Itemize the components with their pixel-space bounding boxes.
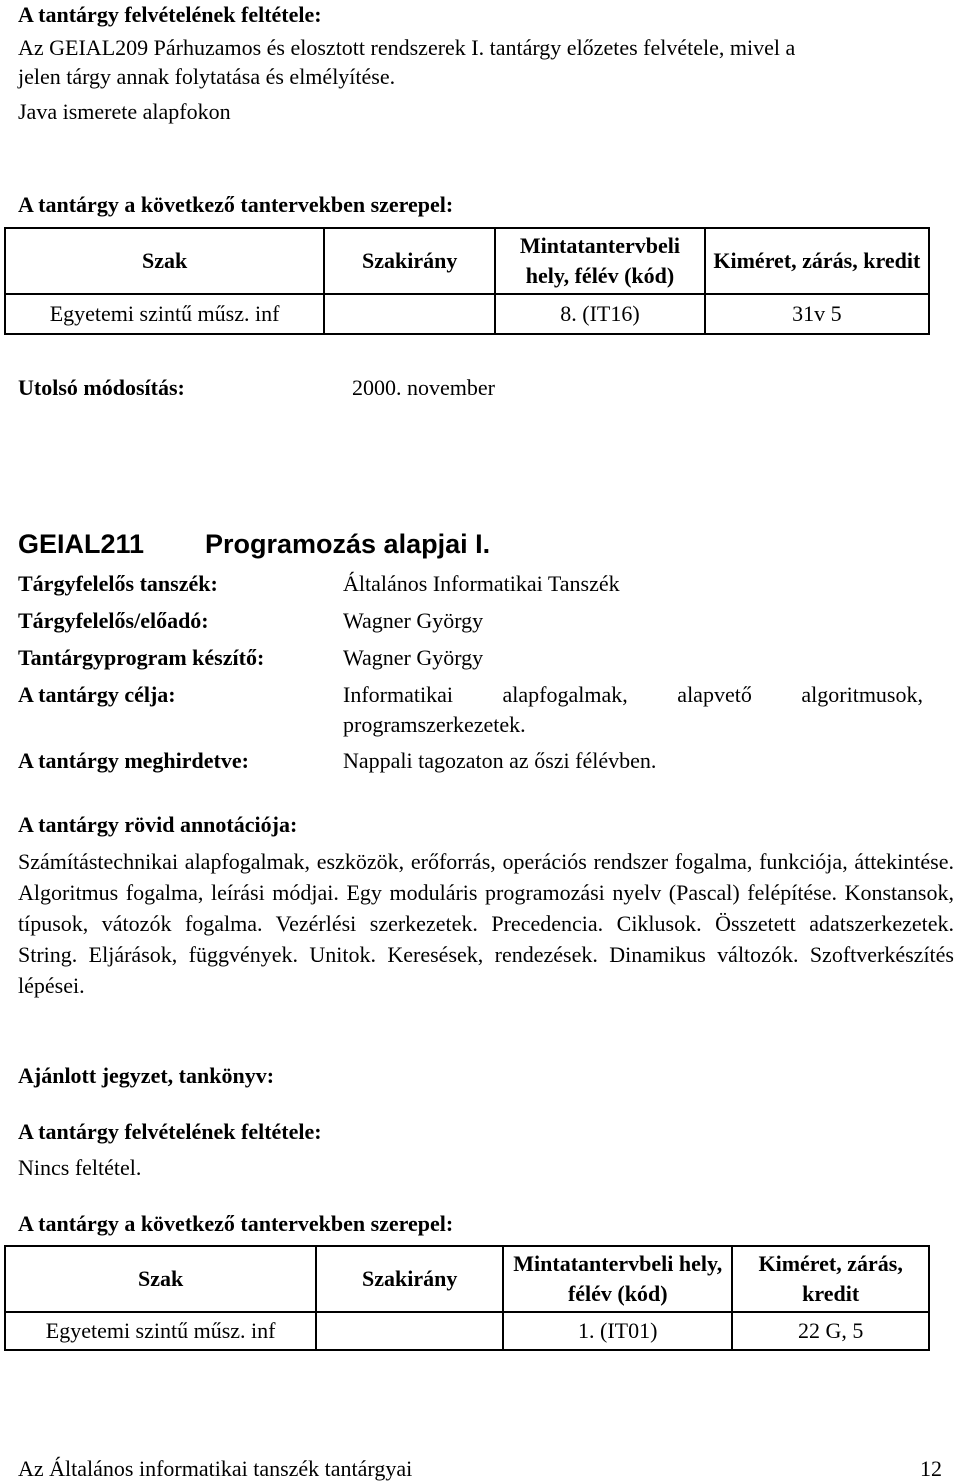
cell-mintatanterv: 8. (IT16) bbox=[495, 294, 704, 334]
curricula-table bbox=[4, 1245, 930, 1351]
annotation-text: Számítástechnikai alapfogalmak, eszközök, erőforrás, operációs rendszer fogalma, funkciója, áttekintése. Algoritmus fogalma, leírási módjai. Egy moduláris programozási nyelv (Pascal) felépítése. Konstansok, típusok, vátozók fogalma. Vezérlési szerkezetek. Precedencia. Ciklusok. Összetett adatszerkezetek. String. Eljárások, függvények. Unitok. Keresések, rendezések. Dinamikus változók. Szoftverkészítés lépései. bbox=[18, 849, 954, 998]
goal-value: Informatikai alapfogalmak, alapvető algoritmusok, programszerkezetek. bbox=[343, 682, 923, 737]
course-code: GEIAL211 bbox=[18, 529, 145, 559]
header-mintatanterv: Mintatantervbeli hely, félév (kód) bbox=[503, 1246, 732, 1312]
prereq-line-3: Java ismerete alapfokon bbox=[18, 99, 231, 124]
lecturer-value: Wagner György bbox=[343, 608, 484, 633]
cell-szak: Egyetemi szintű műsz. inf bbox=[5, 294, 324, 334]
prereq-heading-top: A tantárgy felvételének feltétele: bbox=[18, 2, 322, 27]
goal-label: A tantárgy célja: bbox=[18, 682, 176, 707]
books-heading: Ajánlott jegyzet, tankönyv: bbox=[18, 1063, 275, 1088]
cell-kimeret: 22 G, 5 bbox=[732, 1312, 929, 1350]
cell-szakirany bbox=[324, 294, 495, 334]
header-kimeret: Kiméret, zárás, kredit bbox=[732, 1246, 929, 1312]
announced-label: A tantárgy meghirdetve: bbox=[18, 748, 249, 773]
cell-szak: Egyetemi szintű műsz. inf bbox=[5, 1312, 316, 1350]
header-kimeret: Kiméret, zárás, kredit bbox=[705, 228, 929, 294]
footer-text: Az Általános informatikai tanszék tantárgyai bbox=[18, 1456, 413, 1481]
last-modified-label: Utolsó módosítás: bbox=[18, 375, 185, 400]
curricula-table-top bbox=[4, 227, 930, 335]
prereq-value: Nincs feltétel. bbox=[18, 1155, 142, 1180]
course-title: Programozás alapjai I. bbox=[205, 529, 491, 559]
page-number: 12 bbox=[920, 1456, 942, 1481]
header-mintatanterv: Mintatantervbeli hely, félév (kód) bbox=[495, 228, 704, 294]
curricula-heading: A tantárgy a következő tantervekben szerepel: bbox=[18, 1211, 454, 1236]
header-szakirany: Szakirány bbox=[324, 228, 495, 294]
table-header-row bbox=[5, 228, 929, 294]
table-row bbox=[5, 294, 929, 334]
announced-value: Nappali tagozaton az őszi félévben. bbox=[343, 748, 657, 773]
header-szak: Szak bbox=[5, 228, 324, 294]
dept-label: Tárgyfelelős tanszék: bbox=[18, 571, 218, 596]
cell-szakirany bbox=[316, 1312, 503, 1350]
dept-value: Általános Informatikai Tanszék bbox=[343, 571, 620, 596]
prereq-line-1: Az GEIAL209 Párhuzamos és elosztott rendszerek I. tantárgy előzetes felvétele, mivel a bbox=[18, 35, 796, 60]
curricula-heading-top: A tantárgy a következő tantervekben szerepel: bbox=[18, 192, 454, 217]
header-szakirany: Szakirány bbox=[316, 1246, 503, 1312]
prereq-line-2: jelen tárgy annak folytatása és elmélyítése. bbox=[18, 64, 396, 89]
annotation-heading: A tantárgy rövid annotációja: bbox=[18, 812, 298, 837]
header-szak: Szak bbox=[5, 1246, 316, 1312]
author-label: Tantárgyprogram készítő: bbox=[18, 645, 265, 670]
last-modified-value: 2000. november bbox=[352, 375, 495, 400]
author-value: Wagner György bbox=[343, 645, 484, 670]
lecturer-label: Tárgyfelelős/előadó: bbox=[18, 608, 209, 633]
table-header-row bbox=[5, 1246, 929, 1312]
table-row bbox=[5, 1312, 929, 1350]
prereq-heading: A tantárgy felvételének feltétele: bbox=[18, 1119, 322, 1144]
cell-kimeret: 31v 5 bbox=[705, 294, 929, 334]
cell-mintatanterv: 1. (IT01) bbox=[503, 1312, 732, 1350]
